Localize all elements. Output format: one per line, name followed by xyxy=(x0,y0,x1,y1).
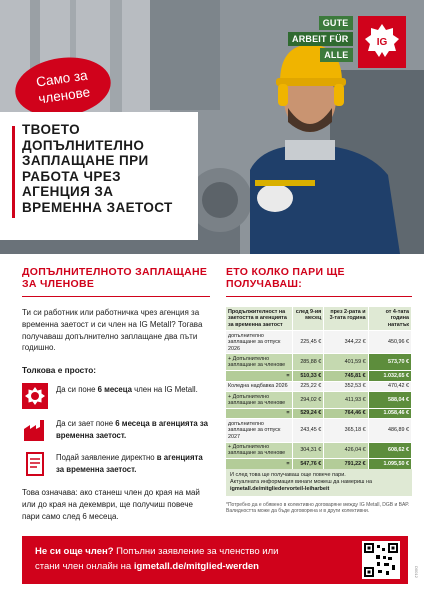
table-cell: 588,04 € xyxy=(368,392,411,409)
table-cell: 294,02 € xyxy=(292,392,324,409)
table-cell: 401,59 € xyxy=(324,354,368,371)
left-divider xyxy=(22,296,210,297)
table-cell: 304,31 € xyxy=(292,442,324,459)
table-cell: 764,46 € xyxy=(324,408,368,418)
slogan-box xyxy=(288,16,353,62)
ig-metall-logo-icon xyxy=(363,22,401,62)
requirement-item xyxy=(22,417,210,443)
table-row xyxy=(226,442,412,459)
table-cell: 365,18 € xyxy=(324,419,368,442)
table-cell: 1.095,50 € xyxy=(368,459,411,469)
footer-line-2: Актуалната информация винаги можеш да намериш на xyxy=(230,478,373,485)
left-title: ДОПЪЛНИТЕЛНОТО ЗАПЛАЩАНЕ ЗА ЧЛЕНОВЕ xyxy=(22,266,208,290)
cta-line-2: стани член онлайн на igmetall.de/mitglied-werden xyxy=(35,561,259,572)
slogan-line-2: ARBEIT FÜR xyxy=(288,32,353,46)
table-cell: 1.032,65 € xyxy=(368,371,411,381)
table-header-row xyxy=(226,307,412,331)
requirement-item xyxy=(22,451,210,477)
table-cell: 608,62 € xyxy=(368,442,411,459)
print-code: D0012 xyxy=(414,566,419,578)
table-footer xyxy=(226,469,412,496)
table-header: Продължителност на заетостта в агенцията за временна заетост xyxy=(226,307,292,331)
table-cell: допълнително заплащане за отпуск 2026 xyxy=(226,331,292,354)
headline-text: ТВОЕТО ДОПЪЛНИТЕЛНО ЗАПЛАЩАНЕ ПРИ РАБОТА ЧРЕЗ АГЕНЦИЯ ЗА ВРЕМЕННА ЗАЕТОСТ xyxy=(22,122,173,215)
table-header: от 4-тата година нататък xyxy=(368,307,411,331)
payment-table xyxy=(226,307,412,469)
footer-link[interactable]: igmetall.de/mitgliedervorteil-leiharbeit xyxy=(230,485,330,492)
membership-link[interactable]: igmetall.de/mitglied-werden xyxy=(133,561,259,572)
slogan-line-3: ALLE xyxy=(320,48,352,62)
headline-accent-bar xyxy=(12,126,15,218)
table-cell: 450,96 € xyxy=(368,331,411,354)
table-row xyxy=(226,459,412,469)
table-cell: 470,42 € xyxy=(368,381,411,391)
form-icon xyxy=(22,451,48,477)
qr-code[interactable] xyxy=(362,541,400,579)
table-cell: 486,89 € xyxy=(368,419,411,442)
requirement-text: Подай заявление директно в агенцията за временна заетост. xyxy=(56,453,203,474)
table-body xyxy=(226,331,412,469)
left-column xyxy=(22,266,210,523)
right-divider xyxy=(226,296,412,297)
table-row xyxy=(226,392,412,409)
table-cell: 426,04 € xyxy=(324,442,368,459)
table-cell: 547,76 € xyxy=(292,459,324,469)
badge-text: Само за членове xyxy=(35,67,91,107)
table-cell: 243,45 € xyxy=(292,419,324,442)
right-title: ЕТО КОЛКО ПАРИ ЩЕ ПОЛУЧАВАШ: xyxy=(226,266,345,290)
table-cell: 510,33 € xyxy=(292,371,324,381)
table-cell: 745,81 € xyxy=(324,371,368,381)
table-cell: Коледна надбавка 2026 xyxy=(226,381,292,391)
qr-code-icon xyxy=(364,543,398,577)
cta-line-1: Не си още член? Попълни заявление за членство или xyxy=(35,546,279,557)
requirement-text: Да си поне 6 месеца член на IG Metall. xyxy=(56,385,198,395)
table-cell: 573,70 € xyxy=(368,354,411,371)
table-row xyxy=(226,331,412,354)
table-row xyxy=(226,371,412,381)
table-cell: 1.058,46 € xyxy=(368,408,411,418)
table-cell: = xyxy=(226,371,292,381)
ig-metall-logo xyxy=(358,16,406,68)
requirement-item xyxy=(22,383,210,409)
table-row xyxy=(226,408,412,418)
slogan-line-1: GUTE xyxy=(319,16,353,30)
requirement-text: Да си зает поне 6 месеца в агенцията за временна заетост. xyxy=(56,419,209,440)
footer-line-1: И след това ще получаваш още повече пари. xyxy=(230,471,346,478)
ig-metall-logo-icon xyxy=(22,383,48,409)
table-cell: 411,93 € xyxy=(324,392,368,409)
table-cell: допълнително заплащане за отпуск 2027 xyxy=(226,419,292,442)
table-row xyxy=(226,354,412,371)
intro-text: Ти си работник или работничка чрез агенция за временна заетост и си член на IG Metall? Тогава получаваш допълнително заплащане два пъти годишно. xyxy=(22,308,203,353)
headline-box xyxy=(0,112,198,240)
table-cell: 285,88 € xyxy=(292,354,324,371)
table-cell: + Допълнително заплащане за членове xyxy=(226,354,292,371)
requirements-title: Толкова е просто: xyxy=(22,365,97,376)
table-cell: 344,22 € xyxy=(324,331,368,354)
factory-icon xyxy=(22,417,48,443)
table-cell: 352,53 € xyxy=(324,381,368,391)
table-cell: + Допълнително заплащане за членове xyxy=(226,392,292,409)
table-cell: = xyxy=(226,459,292,469)
table-cell: 529,24 € xyxy=(292,408,324,418)
conclusion-text: Това означава: ако станеш член до края на май или до края на декември, ще получиш повече пари само след 6 месеца. xyxy=(22,488,200,521)
table-cell: = xyxy=(226,408,292,418)
table-cell: 791,22 € xyxy=(324,459,368,469)
membership-banner xyxy=(22,536,408,584)
table-cell: + Допълнително заплащане за членове xyxy=(226,442,292,459)
table-cell: 225,45 € xyxy=(292,331,324,354)
table-row xyxy=(226,419,412,442)
footnote: *Потребно да е обявено в колективно договаряне между IG Metall, DGB и BAP. Валидността може да бъде договорена и в други колективни. xyxy=(226,501,410,515)
table-header: през 2-рата и 3-тата година xyxy=(324,307,368,331)
table-row xyxy=(226,381,412,391)
logo-text: IG xyxy=(376,37,388,48)
table-cell: 225,22 € xyxy=(292,381,324,391)
right-column xyxy=(226,266,412,515)
table-header: след 9-ия месец xyxy=(292,307,324,331)
